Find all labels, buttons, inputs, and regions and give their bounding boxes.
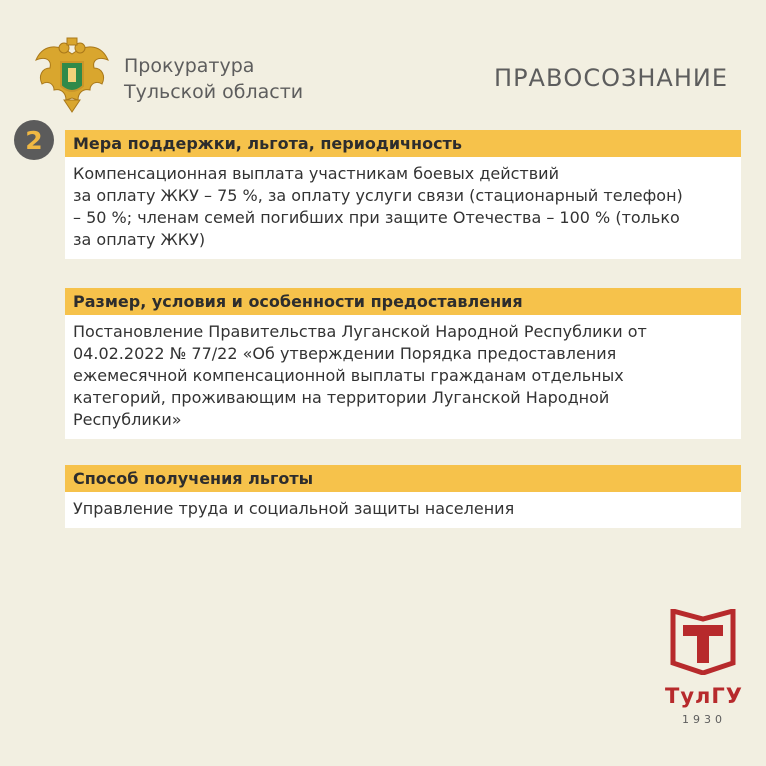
text-line: Управление труда и социальной защиты населения xyxy=(73,499,515,518)
text-line: Компенсационная выплата участникам боевых действий xyxy=(73,164,559,183)
section-body xyxy=(65,315,741,439)
text-line: 04.02.2022 № 77/22 «Об утверждении Порядка предоставления xyxy=(73,344,617,363)
organization-name xyxy=(124,53,303,105)
text-line: Постановление Правительства Луганской Народной Республики от xyxy=(73,322,647,341)
tulgu-logo-icon xyxy=(669,609,737,675)
text-line: ежемесячной компенсационной выплаты гражданам отдельных xyxy=(73,366,624,385)
page-title: ПРАВОСОЗНАНИЕ xyxy=(494,64,728,92)
text-line: за оплату ЖКУ – 75 %, за оплату услуги связи (стационарный телефон) xyxy=(73,186,683,205)
section-body xyxy=(65,157,741,259)
text-line: Республики» xyxy=(73,410,182,429)
university-name: ТулГУ xyxy=(665,684,743,708)
text-line: категорий, проживающим на территории Луганской Народной xyxy=(73,388,610,407)
section-conditions xyxy=(65,288,741,439)
section-title: Мера поддержки, льгота, периодичность xyxy=(65,130,741,157)
text-line: – 50 %; членам семей погибших при защите Отечества – 100 % (только xyxy=(73,208,680,227)
section-title: Размер, условия и особенности предоставления xyxy=(65,288,741,315)
org-line-2: Тульской области xyxy=(124,81,304,103)
university-year: 1930 xyxy=(682,713,726,726)
section-title: Способ получения льготы xyxy=(65,465,741,492)
section-how-to-receive xyxy=(65,465,741,528)
prosecutor-emblem-icon xyxy=(34,36,110,116)
step-badge: 2 xyxy=(14,120,54,160)
section-support-measure xyxy=(65,130,741,259)
org-line-1: Прокуратура xyxy=(124,55,255,77)
text-line: за оплату ЖКУ) xyxy=(73,230,206,249)
section-body xyxy=(65,492,741,528)
